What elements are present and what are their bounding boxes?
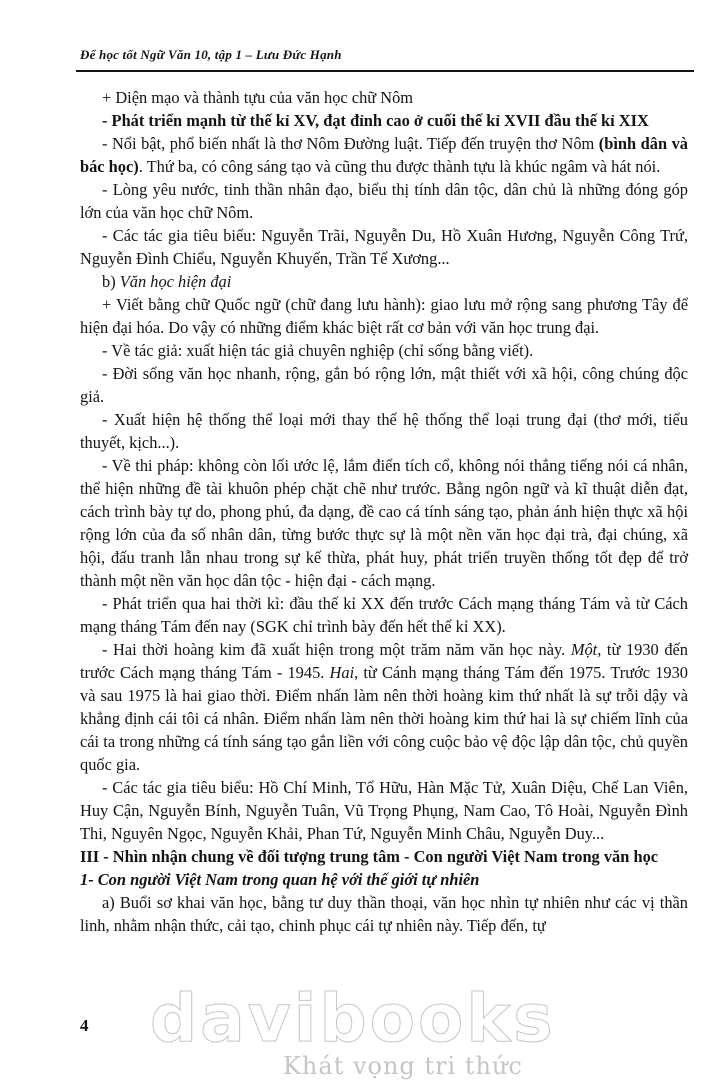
golden-eras-one: Một: [570, 640, 598, 659]
subsection-label: b): [102, 272, 120, 291]
paragraph-golden-eras: [80, 638, 688, 776]
subsection-title: Văn học hiện đại: [119, 272, 232, 291]
paragraph-nom-development: - Phát triển mạnh từ thế kỉ XV, đạt đỉnh cao ở cuối thế kỉ XVII đầu thế kỉ XIX: [102, 111, 649, 130]
golden-eras-text-1: - Hai thời hoàng kim đã xuất hiện trong một trăm năm văn học này.: [102, 640, 571, 659]
running-header: Để học tốt Ngữ Văn 10, tập 1 – Lưu Đức Hạnh: [80, 47, 342, 62]
page-body: [80, 86, 688, 937]
paragraph-modern-authors-type: - Về tác giả: xuất hiện tác giả chuyên nghiệp (chỉ sống bằng viết).: [102, 341, 534, 360]
paragraph-modern-poetics: - Về thi pháp: không còn lối ước lệ, lắm điển tích cổ, không nói thẳng tiếng nói cá nhân, thể hiện những đề tài khuôn phép chặt chẽ như trước. Bằng ngôn ngữ và kĩ thuật diễn đạt, cách trình bày tự do, phong phú, đa dạng, đề cao cá tính sáng tạo, phản ánh hiện thực xã hội rộng lớn của đa số nhân dân, từng bước thực sự là một nền văn học đại trà, đại chúng, xã hội, đấu tranh lẫn nhau trong sự kế thừa, phát huy, phát triển truyền thống tốt đẹp để trở thành một nền văn học dân tộc - hiện đại - cách mạng.: [80, 456, 688, 590]
paragraph-modern-genres: - Xuất hiện hệ thống thể loại mới thay thế hệ thống thể loại trung đại (thơ mới, tiểu thuyết, kịch...).: [80, 410, 688, 452]
nom-genres-text-1: - Nổi bật, phổ biến nhất là thơ Nôm Đường luật. Tiếp đến truyện thơ Nôm: [102, 134, 599, 153]
paragraph-nom-contributions: - Lòng yêu nước, tinh thần nhân đạo, biểu thị tính dân tộc, dân chủ là những đóng góp lớn của văn học chữ Nôm.: [80, 180, 688, 222]
paragraph-modern-script: + Viết bằng chữ Quốc ngữ (chữ đang lưu hành): giao lưu mở rộng sang phương Tây để hiện đại hóa. Do vậy có những điểm khác biệt rất cơ bản với văn học trung đại.: [80, 295, 688, 337]
golden-eras-two: Hai: [329, 663, 355, 682]
paragraph-nom-authors: - Các tác gia tiêu biểu: Nguyễn Trãi, Nguyễn Du, Hồ Xuân Hương, Nguyễn Công Trứ, Nguyễn Đình Chiểu, Nguyễn Khuyến, Trần Tế Xương...: [80, 226, 688, 268]
paragraph-nom-overview: + Diện mạo và thành tựu của văn học chữ Nôm: [102, 88, 414, 107]
section-heading: III - Nhìn nhận chung về đối tượng trung tâm - Con người Việt Nam trong văn học: [80, 847, 659, 866]
paragraph-nom-genres: [80, 132, 688, 178]
paragraph-modern-authors: - Các tác gia tiêu biểu: Hồ Chí Minh, Tố Hữu, Hàn Mặc Tử, Xuân Diệu, Chế Lan Viên, Huy Cận, Nguyễn Bính, Nguyễn Tuân, Vũ Trọng Phụng, Nam Cao, Tô Hoài, Nguyễn Đình Thi, Nguyên Ngọc, Nguyễn Khải, Phan Tứ, Nguyễn Minh Châu, Nguyễn Duy...: [80, 778, 688, 843]
paragraph-nature: a) Buổi sơ khai văn học, bằng tư duy thần thoại, văn học nhìn tự nhiên như các vị thần linh, nhằm nhận thức, cải tạo, chinh phục cái tự nhiên này. Tiếp đến, tự: [80, 893, 688, 935]
subheading: 1- Con người Việt Nam trong quan hệ với thế giới tự nhiên: [80, 870, 480, 889]
golden-eras-text-2: , từ 1930 đến trước Cách mạng tháng Tám - 1945.: [80, 640, 688, 682]
page-number: 4: [80, 1016, 89, 1035]
nom-genres-bold: (bình dân và bác học): [80, 134, 689, 176]
paragraph-modern-periods: - Phát triển qua hai thời kì: đầu thế kỉ XX đến trước Cách mạng tháng Tám và từ Cách mạng tháng Tám đến nay (SGK chỉ trình bày đến hết thế kỉ XX).: [80, 594, 688, 636]
nom-genres-text-2: . Thứ ba, có công sáng tạo và cũng thu được thành tựu là khúc ngâm và hát nói.: [138, 157, 661, 176]
subsection-modern-literature: [80, 270, 688, 293]
watermark-logo: davibooks: [150, 980, 556, 1057]
watermark-tagline: Khát vọng tri thức: [283, 1052, 523, 1080]
paragraph-modern-life: - Đời sống văn học nhanh, rộng, gắn bó rộng lớn, mật thiết với xã hội, công chúng độc giả.: [80, 364, 688, 406]
header-rule: [76, 70, 694, 72]
golden-eras-text-3: , từ Cánh mạng tháng Tám đến 1975. Trước 1930 và sau 1975 là hai giao thời. Điểm nhấn làm nên thời hoàng kim thứ nhất là sự trỗi dậy và khẳng định cái tôi cá nhân. Điểm nhấn làm nên thời hoàng kim thứ hai là sự chiếm lĩnh của cái ta trong những cá tính sáng tạo gắn liền với công cuộc bảo vệ độc lập dân tộc, chủ quyền quốc gia.: [80, 663, 688, 774]
